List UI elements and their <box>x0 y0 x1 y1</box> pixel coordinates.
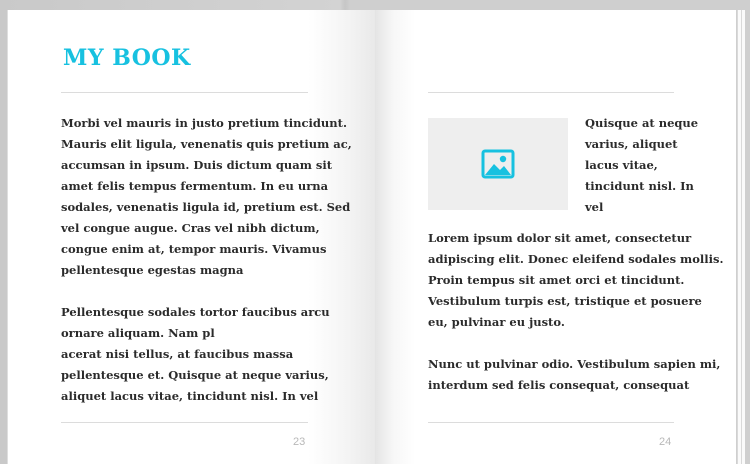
text-line: Morbi vel mauris in justo pretium tincidunt. <box>61 116 347 130</box>
text-line: pellentesque et. Quisque at neque varius, <box>61 368 329 382</box>
text-line: ornare aliquam. Nam pl <box>61 326 215 340</box>
image-placeholder <box>428 118 568 210</box>
left-paragraph-1 <box>61 113 352 281</box>
text-line: Pellentesque sodales tortor faucibus arcu <box>61 305 330 319</box>
image-icon <box>481 149 515 179</box>
right-paragraph-1 <box>428 228 724 333</box>
text-line: varius, aliquet <box>585 137 678 151</box>
image-side-text <box>585 113 698 218</box>
text-line: accumsan in ipsum. Duis dictum quam sit <box>61 158 333 172</box>
text-line: eu, pulvinar eu justo. <box>428 315 565 329</box>
text-line: adipiscing elit. Donec eleifend sodales mollis. <box>428 252 724 266</box>
text-line: amet felis tempus fermentum. In eu urna <box>61 179 329 193</box>
footer-divider <box>61 422 308 423</box>
text-line: Proin tempus sit amet orci et tincidunt. <box>428 273 685 287</box>
page-edge <box>741 10 745 464</box>
left-paragraph-2 <box>61 302 330 407</box>
text-line: pellentesque egestas magna <box>61 263 244 277</box>
text-line: sodales, venenatis ligula id, pretium est. Sed <box>61 200 351 214</box>
text-line: interdum sed felis consequat, consequat <box>428 378 690 392</box>
text-line: vel <box>585 200 604 214</box>
page-number: 24 <box>659 436 672 448</box>
page-number: 23 <box>293 436 306 448</box>
footer-divider <box>428 422 674 423</box>
text-line: Quisque at neque <box>585 116 699 130</box>
book-title: MY BOOK <box>63 45 191 71</box>
text-line: acerat nisi tellus, at faucibus massa <box>61 347 294 361</box>
left-page <box>8 10 375 464</box>
text-line: tincidunt nisl. In <box>585 179 694 193</box>
text-line: Mauris elit ligula, venenatis quis pretium ac, <box>61 137 352 151</box>
header-divider <box>61 92 308 93</box>
text-line: Vestibulum turpis est, tristique et posuere <box>428 294 702 308</box>
text-line: lacus vitae, <box>585 158 658 172</box>
text-line: Lorem ipsum dolor sit amet, consectetur <box>428 231 692 245</box>
text-line: congue enim at, tempor mauris. Vivamus <box>61 242 327 256</box>
right-page <box>375 10 736 464</box>
text-line: Nunc ut pulvinar odio. Vestibulum sapien mi, <box>428 357 721 371</box>
right-paragraph-2 <box>428 354 720 396</box>
open-book <box>8 10 744 464</box>
header-divider <box>428 92 674 93</box>
text-line: aliquet lacus vitae, tincidunt nisl. In vel <box>61 389 319 403</box>
text-line: vel congue augue. Cras vel nibh dictum, <box>61 221 320 235</box>
